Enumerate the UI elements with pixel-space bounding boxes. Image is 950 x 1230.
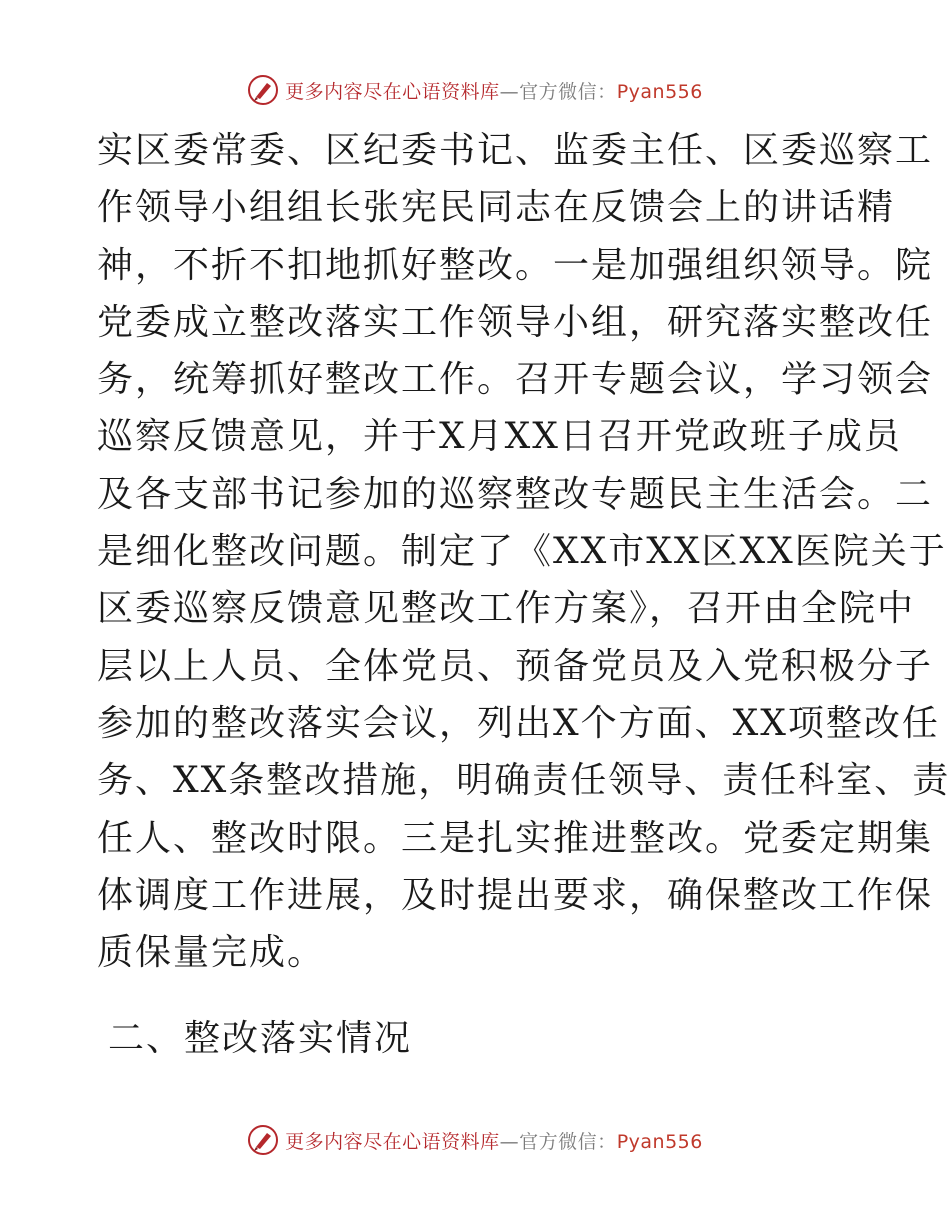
body-line: 质保量完成。 [97, 932, 326, 974]
body-line: 层以上人员、全体党员、预备党员及入党积极分子 [97, 645, 934, 687]
watermark-text [285, 77, 703, 104]
watermark-dash: — [499, 80, 520, 103]
body-line: 区委巡察反馈意见整改工作方案》，召开由全院中 [97, 588, 916, 630]
body-line: 作领导小组组长张宪民同志在反馈会上的讲话精 [97, 187, 896, 229]
watermark-handle: Pyan556 [616, 1130, 703, 1153]
body-line: 务，统筹抓好整改工作。召开专题会议，学习领会 [97, 359, 934, 401]
body-line: 及各支部书记参加的巡察整改专题民主生活会。二 [97, 473, 934, 515]
watermark-brand: 更多内容尽在心语资料库 [285, 1130, 500, 1153]
body-line: 体调度工作进展，及时提出要求，确保整改工作保 [97, 874, 934, 916]
body-line: 神，不折不扣地抓好整改。一是加强组织领导。院 [97, 244, 934, 286]
body-line: 巡察反馈意见，并于X月XX日召开党政班子成员 [97, 416, 902, 458]
section-heading: 二、整改落实情况 [108, 1018, 413, 1059]
watermark-label: 官方微信： [519, 1130, 617, 1153]
watermark-dash: — [499, 1130, 520, 1153]
body-line: 务、XX条整改措施，明确责任领导、责任科室、责 [97, 760, 950, 802]
body-line: 任人、整改时限。三是扎实推进整改。党委定期集 [97, 817, 934, 859]
document-body [97, 122, 950, 981]
body-line: 党委成立整改落实工作领导小组，研究落实整改任 [97, 301, 934, 343]
header-watermark-banner [0, 70, 950, 110]
quill-pen-logo-icon [247, 74, 279, 106]
watermark-brand: 更多内容尽在心语资料库 [285, 80, 500, 103]
quill-pen-logo-icon [247, 1124, 279, 1156]
footer-watermark-banner [0, 1120, 950, 1160]
body-line: 实区委常委、区纪委书记、监委主任、区委巡察工 [97, 130, 934, 171]
body-line: 参加的整改落实会议，列出X个方面、XX项整改任 [97, 702, 940, 744]
watermark-handle: Pyan556 [616, 80, 703, 103]
watermark-label: 官方微信： [519, 80, 617, 103]
body-line: 是细化整改问题。制定了《XX市XX区XX医院关于 [97, 531, 947, 573]
watermark-text [285, 1127, 703, 1154]
